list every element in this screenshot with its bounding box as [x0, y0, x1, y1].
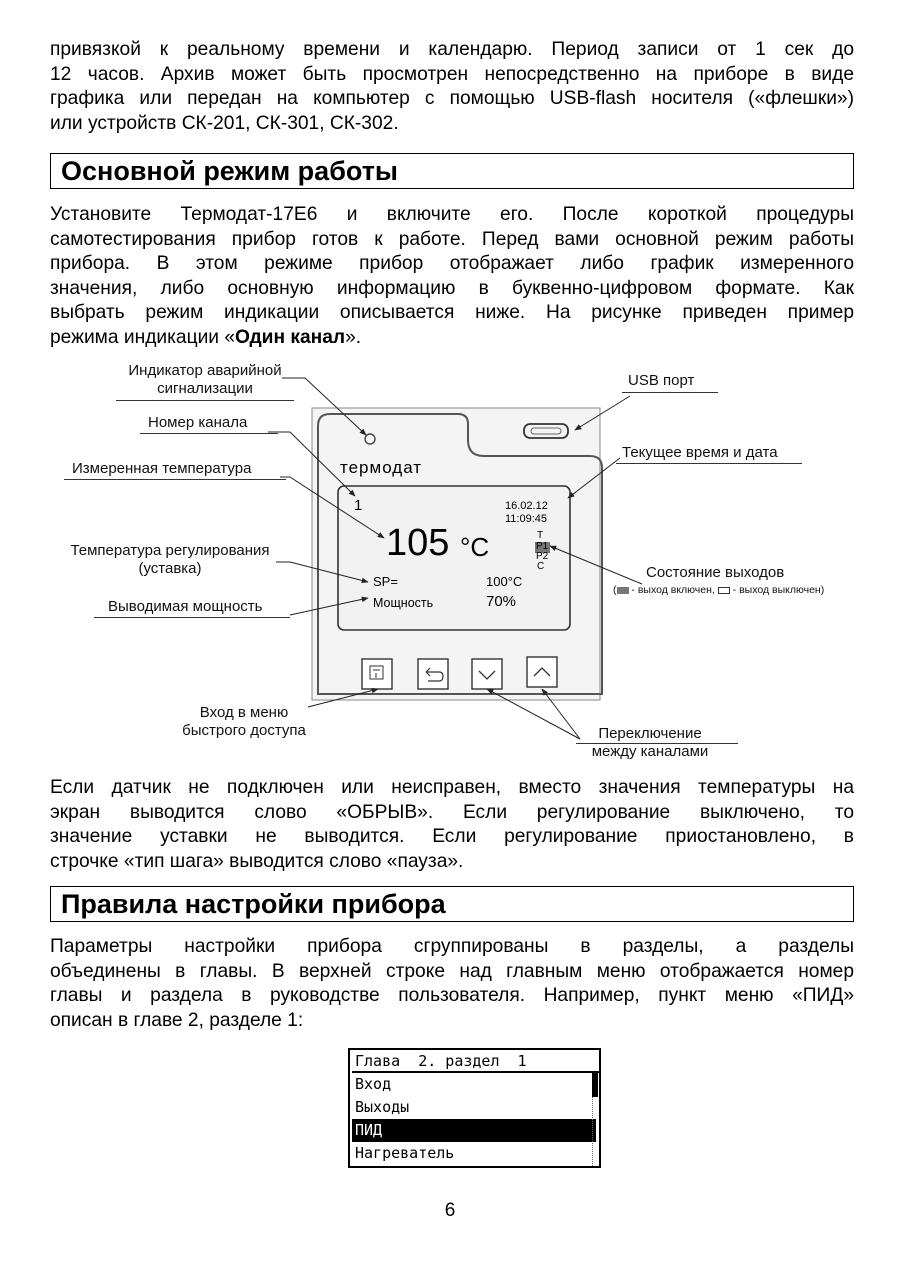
text-fragment: режима индикации « [50, 326, 236, 348]
callout-channel-number: Номер канала [148, 414, 248, 431]
text-line: значение уставки не выводится. Если регулирование приостановлено, в [50, 826, 854, 847]
intro-paragraph [50, 38, 854, 136]
text-line: 12 часов. Архив может быть просмотрен непосредственно на приборе в виде [50, 63, 854, 85]
screen-date: 16.02.12 [505, 500, 548, 512]
text-line: или устройств СК-201, СК-301, СК-302. [50, 112, 399, 134]
callout-usb-port: USB порт [628, 372, 695, 389]
text-line: экран выводится слово «ОБРЫВ». Если регулирование выключено, то [50, 801, 854, 823]
quick-menu-button-frame [362, 659, 392, 689]
text-line: объединены в главы. В верхней строке над главным меню отображается номер [50, 960, 854, 982]
text-line: строчке «тип шага» выводится слово «пауза». [50, 850, 464, 872]
text-line: Установите Термодат-17Е6 и включите его. После короткой процедуры [50, 204, 854, 225]
after-figure-paragraph [50, 776, 854, 874]
text-line: Параметры настройки прибора сгруппированы в разделы, а разделы [50, 936, 854, 957]
callout-alarm-indicator: Индикатор аварийной сигнализации [128, 362, 282, 397]
screen-setpoint-value: 100°C [486, 574, 523, 589]
menu-item-pid-selected: ПИД [352, 1119, 596, 1142]
callout-output-power: Выводимая мощность [108, 598, 263, 615]
underline [140, 433, 278, 434]
underline [64, 479, 286, 480]
text-line: значения, либо основную информацию в буквенно-цифровом формате. Как [50, 277, 854, 299]
device-brand: термодат [340, 458, 423, 477]
underline [616, 463, 802, 464]
legend-on-swatch [617, 587, 629, 594]
text-line: привязкой к реальному времени и календарю. Период записи от 1 сек до [50, 39, 854, 60]
text-fragment: ». [345, 326, 362, 348]
screen-output-p2: P2 [536, 551, 549, 562]
menu-item-outputs: Выходы [355, 1098, 410, 1116]
page-number: 6 [444, 1200, 456, 1221]
down-button-frame [472, 659, 502, 689]
callout-switch-channels: Переключение между каналами [591, 725, 709, 760]
section-heading-main-mode: Основной режим работы [50, 153, 854, 189]
screen-power-label: Мощность [373, 596, 434, 610]
callout-measured-temperature: Измеренная температура [72, 460, 252, 477]
menu-screen-title: Глава 2. раздел 1 [352, 1050, 601, 1073]
callout-quick-menu: Вход в меню быстрого доступа [182, 704, 306, 739]
callout-datetime: Текущее время и дата [622, 444, 778, 461]
screen-temperature-unit: °C [460, 532, 490, 562]
screen-output-c: C [537, 561, 545, 572]
outputs-legend: ( - выход включен, - выход выключен) [613, 584, 825, 596]
underline [576, 743, 738, 744]
text-line: описан в главе 2, разделе 1: [50, 1009, 304, 1031]
callout-outputs-state: Состояние выходов [646, 564, 785, 581]
underline [622, 392, 718, 393]
section1-paragraph [50, 203, 854, 350]
underline [116, 400, 294, 401]
text-line [50, 326, 854, 351]
screen-power-value: 70% [486, 593, 517, 610]
menu-screen-example [348, 1048, 601, 1168]
text-line: выбрать режим индикации описывается ниже. На рисунке приведен пример [50, 302, 854, 323]
legend-off-swatch [718, 587, 730, 594]
menu-scrollbar-thumb [592, 1073, 598, 1097]
screen-output-t: T [537, 530, 544, 541]
screen-time: 11:09:45 [505, 513, 548, 525]
text-line: главы и раздела в руководстве пользователя. Например, пункт меню «ПИД» [50, 985, 854, 1006]
text-line: графика или передан на компьютер с помощью USB-flash носителя («флешки») [50, 88, 854, 109]
text-line: самотестирования прибор готов к работе. Перед вами основной режим работы [50, 228, 854, 250]
menu-scrollbar [592, 1073, 598, 1166]
back-button-frame [418, 659, 448, 689]
screen-setpoint-label: SP= [373, 574, 398, 589]
text-line: Если датчик не подключен или неисправен, вместо значения температуры на [50, 777, 854, 798]
section2-paragraph [50, 935, 854, 1033]
screen-output-p1: P1 [536, 541, 549, 552]
underline [94, 617, 290, 618]
text-line: прибора. В этом режиме прибор отображает либо график измеренного [50, 253, 854, 274]
bold-mode-name: Один канал [235, 326, 346, 348]
menu-item-input: Вход [355, 1075, 392, 1093]
screen-temperature: 105 [386, 522, 450, 564]
screen-channel-number: 1 [354, 497, 363, 514]
callout-setpoint: Температура регулирования (уставка) [70, 542, 270, 577]
up-button-frame [527, 657, 557, 687]
menu-item-heater: Нагреватель [355, 1144, 455, 1162]
device-figure [50, 362, 850, 772]
section-heading-settings-rules: Правила настройки прибора [50, 886, 854, 922]
